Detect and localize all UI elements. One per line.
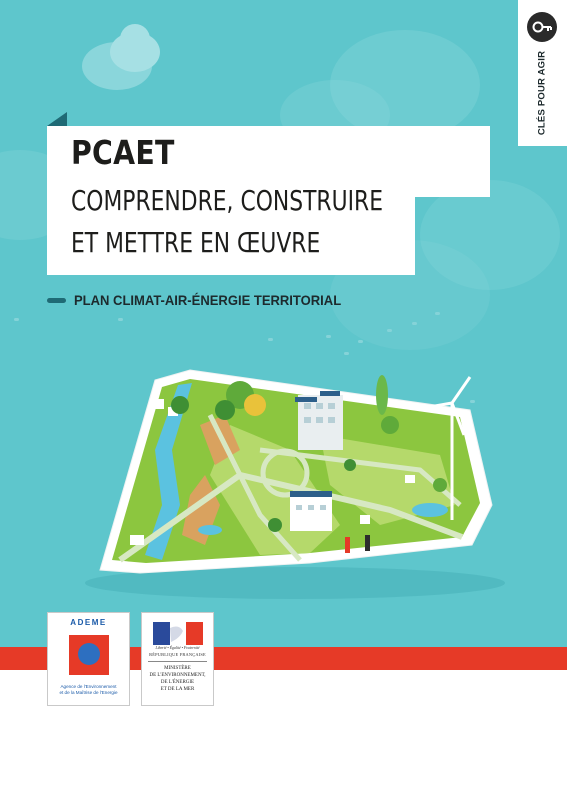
document-subtitle-line2: ET METTRE EN ŒUVRE [71,226,321,259]
decoration-dot [387,329,392,332]
series-tab [518,0,567,146]
city-map-illustration [60,355,520,605]
marianne-logo [153,622,203,645]
decoration-dot [358,340,363,343]
tagline-bullet [47,298,66,303]
document-tagline: PLAN CLIMAT-AIR-ÉNERGIE TERRITORIAL [74,292,342,308]
decoration-dot [326,335,331,338]
title-corner-accent [47,112,67,126]
ministry-name: MINISTÈRE DE L'ENVIRONNEMENT, DE L'ÉNERGIE ET DE LA MER [149,666,206,692]
decoration-dot [412,322,417,325]
ministry-republic: RÉPUBLIQUE FRANÇAISE [149,652,206,657]
ministry-divider [148,661,207,662]
decoration-dot [118,318,123,321]
ademe-logo-block [47,612,130,706]
globe-icon [78,643,100,665]
cloud [120,24,150,54]
document-title: PCAET [71,133,175,172]
decoration-dot [268,338,273,341]
key-icon [527,12,557,42]
document-subtitle-line1: COMPRENDRE, CONSTRUIRE [71,184,383,217]
ademe-name: ADEME [70,618,107,627]
ademe-description: Agence de l'Environnement et de la Maîtrise de l'Energie [59,684,118,695]
ademe-logo [69,635,109,675]
decoration-dot [14,318,19,321]
series-label: CLÉS POUR AGIR [536,50,548,136]
ministry-motto: Liberté • Égalité • Fraternité [155,646,200,650]
ministry-logo-block [141,612,214,706]
decoration-dot [435,312,440,315]
